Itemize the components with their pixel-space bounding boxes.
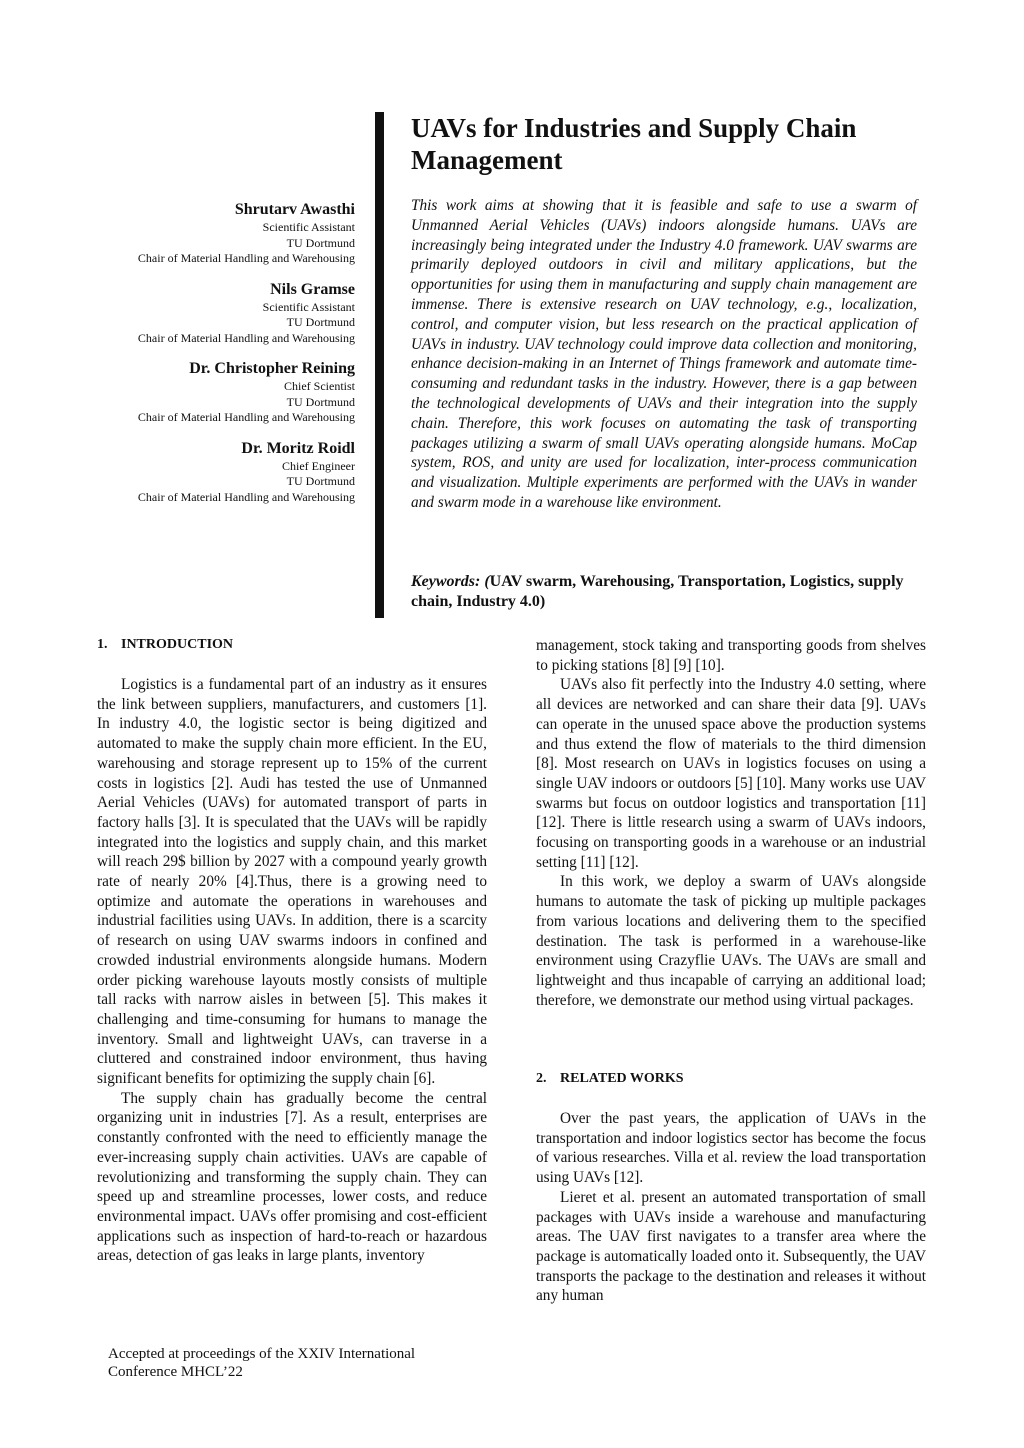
body-paragraph: Over the past years, the application of UAVs in the transportation and indoor logistics sector has become the focus of various researches. Villa et al. review the load transportation using UAVs [12]. <box>536 1110 926 1187</box>
body-paragraph: Lieret et al. present an automated transportation of small packages with UAVs inside a warehouse and manufacturing areas. The UAV first navigates to a transfer area where the package is automatically loaded onto it. Subsequently, the UAV transports the package to the destination and releases it without any human <box>536 1188 926 1305</box>
section-number: 1. <box>97 637 108 652</box>
author-block <box>100 359 355 426</box>
author-block <box>100 280 355 347</box>
author-name: Dr. Christopher Reining <box>189 360 355 377</box>
section-heading-introduction <box>97 636 233 654</box>
footer-note <box>108 1345 415 1381</box>
author-institution: TU Dortmund <box>286 474 355 488</box>
body-paragraph: The supply chain has gradually become the central organizing unit in industries [7]. As a result, enterprises are constantly confronted with the need to efficiently manage the ever-increasing supply chain activities. UAVs are capable of revolutionizing and transforming the supply chain. They can speed up and streamline processes, lower costs, and reduce environmental impact. UAVs offer promising and cost-efficient applications such as inspection of hard-to-reach or hazardous areas, detection of gas leaks in large plants, inventory <box>97 1089 487 1265</box>
author-department: Chair of Material Handling and Warehousing <box>137 489 355 504</box>
left-column <box>97 675 487 1266</box>
keywords <box>411 572 921 612</box>
author-role: Scientific Assistant <box>262 220 355 234</box>
section-number: 2. <box>536 1071 547 1086</box>
keywords-label: Keywords: ( <box>411 573 490 590</box>
author-institution: TU Dortmund <box>286 394 355 409</box>
section-title: RELATED WORKS <box>560 1071 684 1086</box>
body-paragraph: management, stock taking and transporting goods from shelves to picking stations [8] [9] [10]. <box>536 637 926 674</box>
abstract: This work aims at showing that it is feasible and safe to use a swarm of Unmanned Aerial Vehicles (UAVs) indoors alongside humans. UAVs are increasingly being integrated under the Industry 4.0 framework. UAV swarms are primarily deployed outdoors in civil and military applications, but the opportunities for using them in manufacturing and supply chain management are immense. There is extensive research on UAV technology, e.g., localization, control, and computer vision, but less research on the practical application of UAVs in industry. UAV technology could improve data collection and monitoring, enhance decision-making in an Internet of Things framework and automate time-consuming and redundant tasks in the industry. However, there is a gap between the technological developments of UAVs and their integration into the supply chain. Therefore, this work focuses on automating the task of transporting packages utilizing a swarm of small UAVs operating alongside humans. MoCap system, ROS, and unity are used for localization, inter-process communication and visualization. Multiple experiments are performed with the UAVs in wander and swarm mode in a warehouse like environment. <box>411 197 917 511</box>
author-department: Chair of Material Handling and Warehousing <box>137 251 355 265</box>
body-paragraph: UAVs also fit perfectly into the Industry 4.0 setting, where all devices are networked and can share their data [9]. UAVs can operate in the unused space above the production systems and thus extend the flow of materials to the third dimension [8]. Most research on UAVs in logistics focuses on using a single UAV indoors or outdoors [5] [10]. Many works use UAV swarms but focus on outdoor logistics and transportation [11] [12]. There is little research using a swarm of UAVs indoors, focusing on transporting goods in a warehouse or an industrial setting [11] [12]. <box>536 676 926 871</box>
keywords-text: UAV swarm, Warehousing, Transportation, Logistics, supply chain, Industry 4.0 <box>411 573 904 610</box>
paper-title: UAVs for Industries and Supply Chain Management <box>411 113 857 175</box>
author-department: Chair of Material Handling and Warehousing <box>137 330 355 345</box>
author-institution: TU Dortmund <box>286 235 355 250</box>
author-name: Nils Gramse <box>270 280 355 298</box>
author-institution: TU Dortmund <box>286 315 355 329</box>
footer-line: Conference MHCL’22 <box>108 1364 243 1380</box>
author-list <box>100 200 355 518</box>
footer-line: Accepted at proceedings of the XXIV International <box>108 1346 416 1362</box>
section-title: INTRODUCTION <box>121 637 234 652</box>
vertical-divider <box>375 112 384 618</box>
keywords-close: ) <box>539 593 546 610</box>
author-role: Chief Engineer <box>282 458 355 473</box>
related-works-body <box>536 1109 926 1306</box>
author-name: Shrutarv Awasthi <box>234 201 355 218</box>
author-name: Dr. Moritz Roidl <box>241 439 355 457</box>
author-role: Chief Scientist <box>284 379 355 393</box>
section-heading-related-works <box>536 1070 684 1088</box>
body-paragraph: Logistics is a fundamental part of an industry as it ensures the link between suppliers, manufacturers, and customers [1]. In industry 4.0, the logistic sector is being digitized and automated to make the supply chain more efficient. In the EU, warehousing and storage represent up to 15% of the current costs in logistics [2]. Audi has tested the use of Unmanned Aerial Vehicles (UAVs) for automated transport of parts in factory halls [3]. It is speculated that the UAVs will be rapidly integrated into the logistics and supply chain, and this market will reach 29$ billion by 2027 with a compound yearly growth rate of nearly 20% [4].Thus, there is a growing need to optimize and automate the operations in warehouses and industrial facilities using UAVs. In addition, there is a scarcity of research on using UAV swarms indoors in confined and crowded industrial environments alongside humans. Modern order picking warehouse layouts mostly consists of multiple tall racks with narrow aisles in between [5]. This makes it challenging and time-consuming for humans to manage the inventory. Small and lightweight UAVs, can traverse in a cluttered and constrained indoor environment, thus having significant benefits for optimizing the supply chain [6]. <box>97 676 487 1088</box>
author-role: Scientific Assistant <box>262 299 355 314</box>
author-block <box>100 200 355 267</box>
body-paragraph: In this work, we deploy a swarm of UAVs alongside humans to automate the task of picking up multiple packages from various locations and delivering them to the specified destination. The task is performed in a warehouse-like environment using Crazyflie UAVs. The UAVs are small and lightweight and thus incapable of carrying an additional load; therefore, we demonstrate our method using virtual packages. <box>536 873 926 1009</box>
author-department: Chair of Material Handling and Warehousing <box>137 410 355 424</box>
author-block <box>100 439 355 506</box>
